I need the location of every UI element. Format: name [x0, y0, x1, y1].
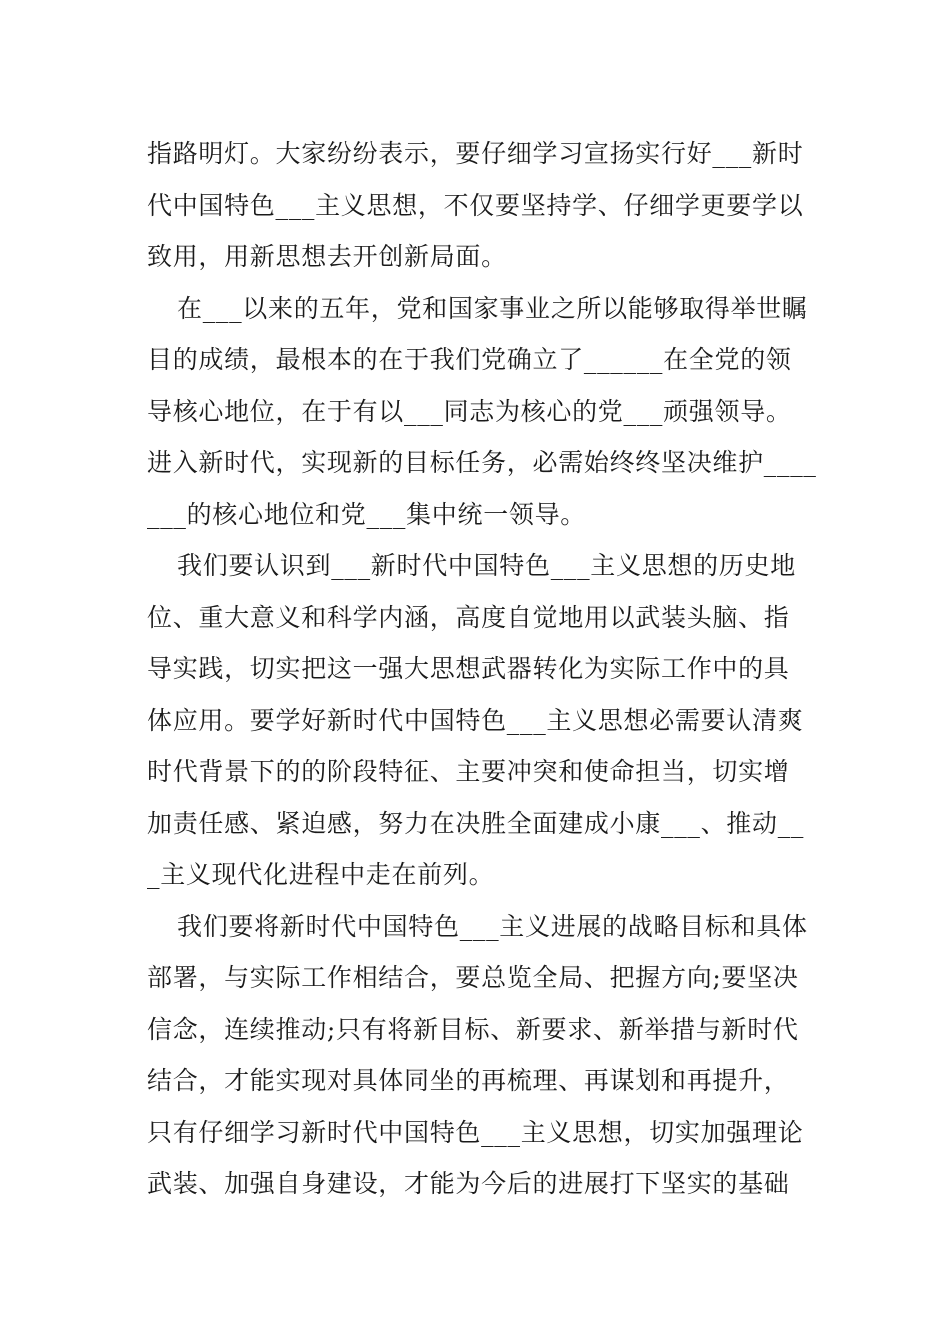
text-line: 代中国特色___主义思想，不仅要坚持学、仔细学更要学以	[147, 190, 804, 220]
text-line: 体应用。要学好新时代中国特色___主义思想必需要认清爽	[147, 705, 804, 735]
text-line: 指路明灯。大家纷纷表示，要仔细学习宣扬实行好___新时	[147, 139, 804, 168]
text-line: 导实践，切实把这一强大思想武器转化为实际工作中的具	[147, 654, 790, 683]
text-line: ___的核心地位和党___集中统一领导。	[147, 499, 587, 529]
text-line: 结合，才能实现对具体同坐的再梳理、再谋划和再提升，	[147, 1066, 790, 1095]
text-line: 我们要将新时代中国特色___主义进展的战略目标和具体	[177, 911, 808, 941]
text-line: 致用，用新思想去开创新局面。	[147, 242, 507, 271]
paragraph-1	[147, 128, 807, 283]
paragraph-4	[147, 901, 807, 1210]
text-line: 我们要认识到___新时代中国特色___主义思想的历史地	[177, 551, 796, 580]
text-line: 位、重大意义和科学内涵，高度自觉地用以武装头脑、指	[147, 602, 790, 632]
text-line: 加责任感、紧迫感，努力在决胜全面建成小康___、推动__	[147, 808, 805, 838]
text-line: 导核心地位，在于有以___同志为核心的党___顽强领导。	[147, 396, 792, 426]
document-body	[147, 128, 817, 1210]
paragraph-2	[147, 283, 817, 541]
paragraph-3	[147, 540, 807, 901]
text-line: 信念，连续推动;只有将新目标、新要求、新举措与新时代	[147, 1014, 799, 1044]
text-line: _主义现代化进程中走在前列。	[147, 860, 495, 889]
text-line: 部署，与实际工作相结合，要总览全局、把握方向;要坚决	[147, 963, 799, 992]
text-line: 只有仔细学习新时代中国特色___主义思想，切实加强理论	[147, 1117, 804, 1147]
text-line: 目的成绩，最根本的在于我们党确立了______在全党的领	[147, 345, 792, 374]
text-line: 在___以来的五年，党和国家事业之所以能够取得举世瞩	[177, 293, 808, 323]
text-line: 时代背景下的的阶段特征、主要冲突和使命担当，切实增	[147, 757, 790, 786]
text-line: 进入新时代，实现新的目标任务，必需始终终坚决维护____	[147, 448, 817, 477]
text-line: 武装、加强自身建设，才能为今后的进展打下坚实的基础	[147, 1169, 790, 1198]
